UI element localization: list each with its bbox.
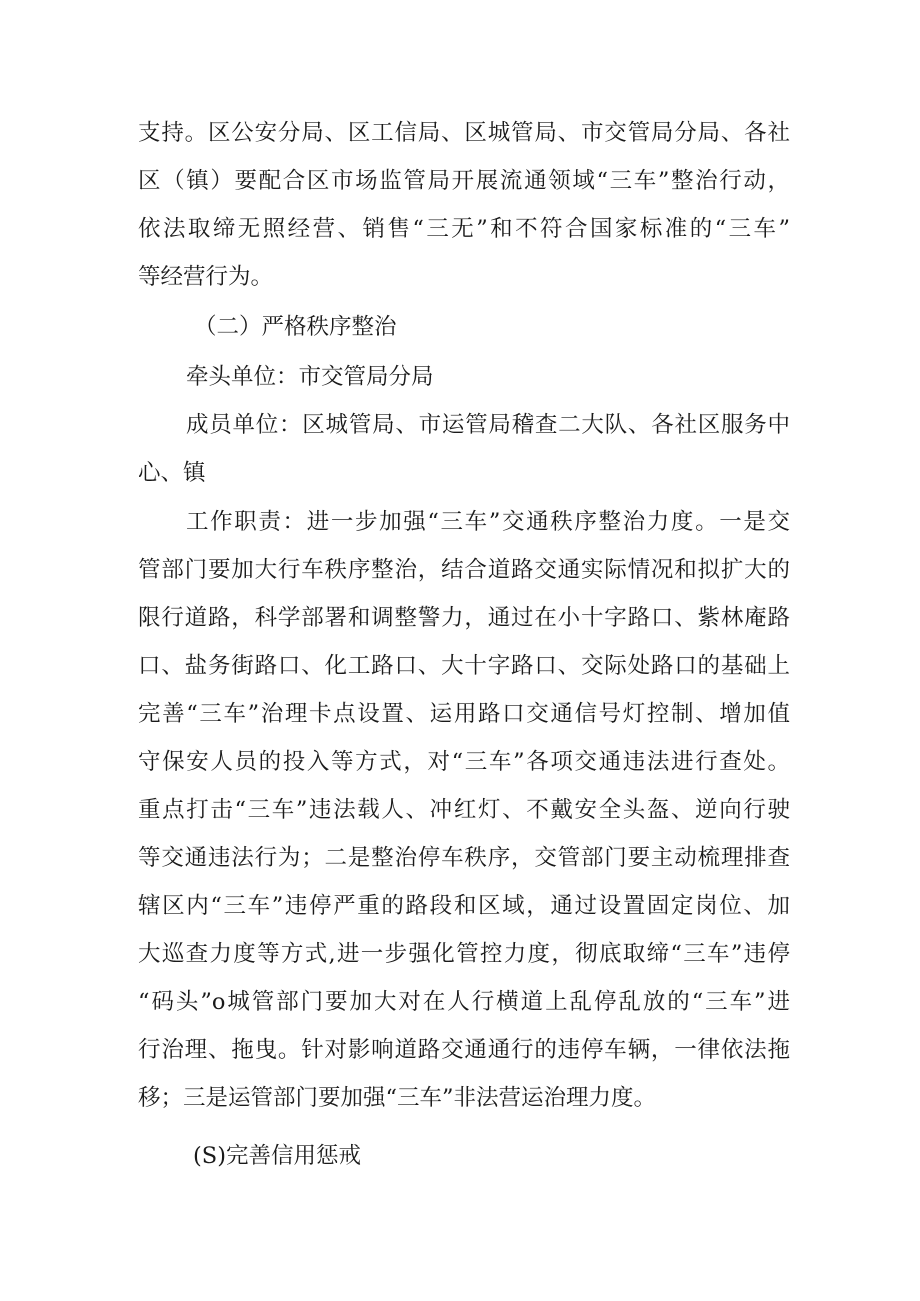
paragraph-line: “码头”o城管部门要加大对在人行横道上乱停乱放的“三车”进 <box>138 989 790 1015</box>
paragraph-line: 移；三是运管部门要加强“三车”非法营运治理力度。 <box>138 1085 657 1111</box>
paragraph-line: 等交通违法行为；二是整治停车秩序，交管部门要主动梳理排查 <box>138 845 790 871</box>
paragraph-line: 等经营行为。 <box>138 264 274 290</box>
lead-unit-line: 牵头单位：市交管局分局 <box>186 364 434 390</box>
paragraph-line: 口、盐务街路口、化工路口、大十字路口、交际处路口的基础上 <box>138 653 790 679</box>
paragraph-line: 管部门要加大行车秩序整治，结合道路交通实际情况和拟扩大的 <box>138 557 790 583</box>
paragraph-line: 重点打击“三车”违法载人、冲红灯、不戴安全头盔、逆向行驶 <box>138 797 790 823</box>
section-heading: (S)完善信用惩戒 <box>193 1143 361 1169</box>
paragraph-line: 支持。区公安分局、区工信局、区城管局、市交管局分局、各社 <box>138 120 790 146</box>
section-heading: （二）严格秩序整治 <box>194 314 397 340</box>
paragraph-line: 限行道路，科学部署和调整警力，通过在小十字路口、紫林庵路 <box>138 605 790 631</box>
paragraph-line: 区（镇）要配合区市场监管局开展流通领域“三车”整治行动， <box>138 168 790 194</box>
duties-line: 工作职责：进一步加强“三车”交通秩序整治力度。一是交 <box>186 509 790 535</box>
member-units-line: 成员单位：区城管局、市运管局稽查二大队、各社区服务中 <box>186 412 790 438</box>
paragraph-line: 守保安人员的投入等方式，对“三车”各项交通违法进行查处。 <box>138 749 790 775</box>
paragraph-line: 大巡查力度等方式,进一步强化管控力度，彻底取缔“三车”违停 <box>138 941 790 967</box>
paragraph-line: 依法取缔无照经营、销售“三无”和不符合国家标准的“三车” <box>138 216 790 242</box>
paragraph-line: 心、镇 <box>138 460 206 486</box>
paragraph-line: 辖区内“三车”违停严重的路段和区域，通过设置固定岗位、加 <box>138 893 790 919</box>
paragraph-line: 完善“三车”治理卡点设置、运用路口交通信号灯控制、增加值 <box>138 701 790 727</box>
paragraph-line: 行治理、拖曳。针对影响道路交通通行的违停车辆，一律依法拖 <box>138 1037 790 1063</box>
